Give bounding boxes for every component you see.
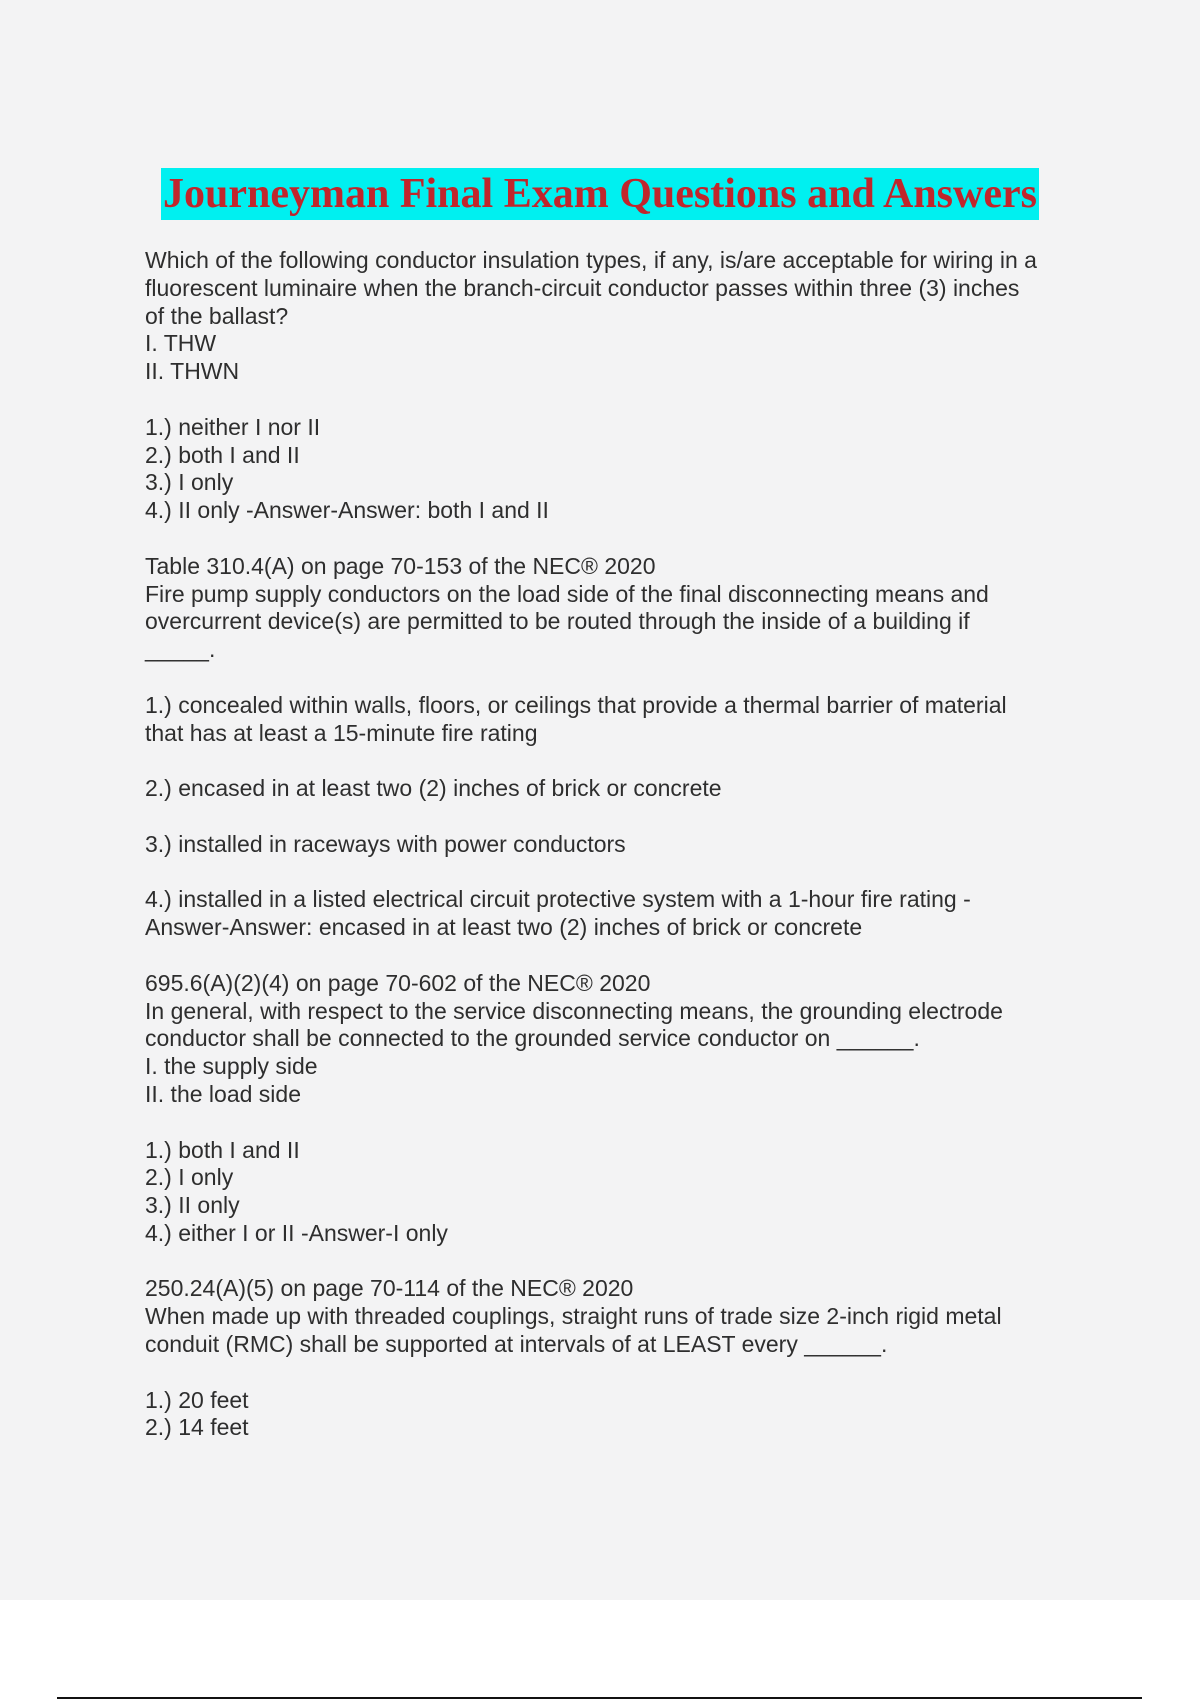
text-line: overcurrent device(s) are permitted to be routed through the inside of a building if: [145, 608, 970, 635]
text-line: In general, with respect to the service disconnecting means, the grounding electrode: [145, 997, 1003, 1024]
document-body: [145, 247, 1105, 1442]
text-line: that has at least a 15-minute fire rating: [145, 719, 538, 746]
text-line: 4.) II only -Answer-Answer: both I and II: [145, 497, 549, 524]
text-line: 695.6(A)(2)(4) on page 70-602 of the NEC® 2020: [145, 969, 651, 996]
blank-line: [145, 803, 1105, 831]
blank-line: [145, 1359, 1105, 1387]
blank-line: [145, 942, 1105, 970]
text-line: 2.) 14 feet: [145, 1414, 249, 1441]
blank-line: [145, 1248, 1105, 1276]
text-line: 1.) both I and II: [145, 1136, 300, 1163]
blank-line: [145, 386, 1105, 414]
text-line: conductor shall be connected to the grounded service conductor on ______.: [145, 1025, 920, 1052]
text-line: Answer-Answer: encased in at least two (2) inches of brick or concrete: [145, 914, 863, 941]
page-divider: [57, 1697, 1142, 1699]
text-line: Fire pump supply conductors on the load side of the final disconnecting means and: [145, 580, 989, 607]
text-line: I. THW: [145, 330, 217, 357]
blank-line: [145, 747, 1105, 775]
blank-line: [145, 664, 1105, 692]
text-line: of the ballast?: [145, 302, 289, 329]
text-line: 1.) concealed within walls, floors, or ceilings that provide a thermal barrier of material: [145, 691, 1007, 718]
text-line: 1.) 20 feet: [145, 1386, 249, 1413]
text-line: Which of the following conductor insulation types, if any, is/are acceptable for wiring in a: [145, 247, 1037, 273]
text-line: 250.24(A)(5) on page 70-114 of the NEC® 2020: [145, 1275, 634, 1302]
blank-line: [145, 525, 1105, 553]
text-line: conduit (RMC) shall be supported at intervals of at LEAST every ______.: [145, 1331, 888, 1358]
text-line: I. the supply side: [145, 1053, 318, 1080]
text-line: _____.: [145, 636, 216, 663]
text-line: 2.) both I and II: [145, 441, 300, 468]
text-line: 2.) I only: [145, 1164, 234, 1191]
text-line: 3.) I only: [145, 469, 234, 496]
text-line: 2.) encased in at least two (2) inches of brick or concrete: [145, 775, 722, 802]
text-line: fluorescent luminaire when the branch-circuit conductor passes within three (3) inches: [145, 274, 1020, 301]
blank-line: [145, 859, 1105, 887]
document-title: Journeyman Final Exam Questions and Answers: [161, 168, 1039, 220]
text-line: 4.) either I or II -Answer-I only: [145, 1219, 448, 1246]
text-line: II. THWN: [145, 358, 240, 385]
text-line: 3.) II only: [145, 1192, 240, 1219]
blank-line: [145, 1109, 1105, 1137]
text-line: 3.) installed in raceways with power conductors: [145, 830, 626, 857]
text-line: Table 310.4(A) on page 70-153 of the NEC® 2020: [145, 552, 656, 579]
text-line: 1.) neither I nor II: [145, 413, 321, 440]
title-wrapper: [0, 168, 1200, 220]
text-line: When made up with threaded couplings, straight runs of trade size 2-inch rigid metal: [145, 1303, 1002, 1330]
text-line: II. the load side: [145, 1080, 301, 1107]
text-line: 4.) installed in a listed electrical circuit protective system with a 1-hour fire rating -: [145, 886, 971, 913]
